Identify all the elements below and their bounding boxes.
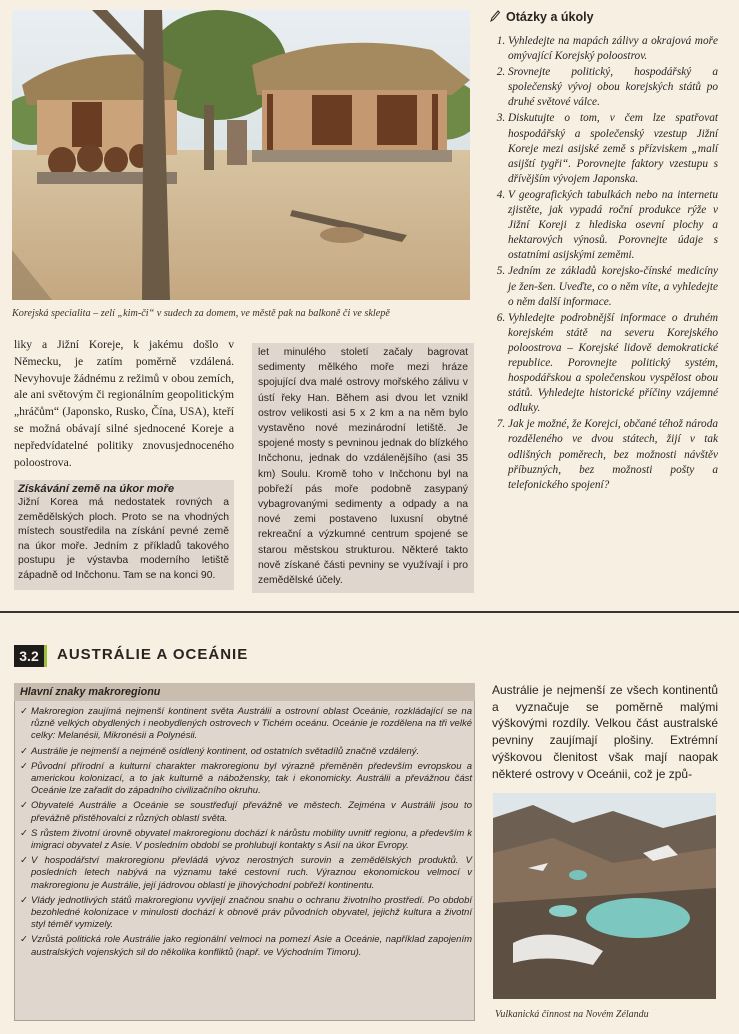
summary-item-text: Austrálie je nejmenší a nejméně osídlený kontinent, od ostatních světadílů značně vzdálený.: [31, 745, 420, 757]
question-item: 6. Vyhledejte podrobnější informace o druhém korejském státě na severu Korejského poloostrova – Korejské lidově demokratické republice. Porovnejte politický systém, hospodářskou a společenskou vyspělost obou států. Vyhledejte historické příčiny vzájemné odluky.: [508, 311, 718, 417]
summary-item: [20, 895, 472, 932]
summary-item: [20, 746, 472, 758]
section-divider: [0, 611, 739, 613]
photo-caption: Vulkanická činnost na Novém Zélandu: [495, 1009, 649, 1020]
kimchi-house-photo: [12, 10, 470, 300]
summary-item-text: Vlády jednotlivých států makroregionu vyvíjejí značnou snahu o ochranu životního prostředí. Po období bezohledné kolonizace v minulosti dochází k obnově práv původních obyvatel, jejichž kultura a životní styl téměř vymizely.: [31, 894, 472, 931]
checkmark-icon: ✓: [20, 745, 28, 757]
questions-title: [490, 10, 594, 24]
question-item: 3. Diskutujte o tom, v čem lze spatřovat hospodářský a společenský vzestup Jižní Koreje mezi asijské země s přízviskem „malí asijští tygři“. Porovnejte faktory vzestupu s dřívějším vývojem Japonska.: [508, 111, 718, 186]
summary-item-text: S růstem životní úrovně obyvatel makroregionu dochází k nárůstu mobility uvnitř regionu, a především k imigraci obyvatel z Asie. V posledním období se prohlubují kontakty s Asií na úkor Evropy.: [31, 827, 472, 852]
checkmark-icon: ✓: [20, 855, 28, 867]
summary-item-text: Makroregion zaujímá nejmenší kontinent světa Austrálii a ostrovní oblast Oceánie, rozkládající se na různě velkých obydlených i neobydlených ostrovech v Tichém oceánu. Oceánie je rozdělena na tři velké celky: Melanésii, Mikronésii a Polynésii.: [31, 706, 472, 742]
checkmark-icon: ✓: [20, 827, 28, 839]
question-item: 5. Jedním ze základů korejsko-čínské medicíny je žen-šen. Uveďte, co o něm víte, a vyhledejte o něm další informace.: [508, 264, 718, 309]
question-item: 1. Vyhledejte na mapách zálivy a okrajová moře omývající Korejský poloostrov.: [508, 34, 718, 64]
info-box: [14, 480, 234, 590]
info-box-text: Jižní Korea má nedostatek rovných a zemědělských ploch. Proto se na vhodných místech soustředila na získání pevné země na úkor moře. Jedním z příkladů takového postupu je výstavba moderního letiště západně od Inčchonu. Tam se na konci 90.: [18, 497, 229, 581]
photo-caption: Korejská specialita – zelí „kim-či“ v sudech za domem, ve městě pak na balkoně či ve sklepě: [12, 308, 390, 319]
summary-item-text: Vzrůstá politická role Austrálie jako regionální velmoci na pomezí Asie a Oceánie, například zapojením australských vojenských sil do několika konfliktů (např. ve Východním Timoru).: [31, 934, 472, 958]
question-item: 7. Jak je možné, že Korejci, občané téhož národa rozděleného ve dvou státech, žijí v tak odlišných poměrech, bez možnosti návštěv příbuzných, bez možnosti pošty a telefonického spojení?: [508, 417, 718, 492]
summary-item: [20, 828, 472, 852]
questions-title-text: Otázky a úkoly: [506, 10, 594, 24]
summary-item-text: V hospodářství makroregionu převládá vývoz nerostných surovin a zemědělských produktů. V posledních letech nabývá na významu také cestovní ruch. Výraznou ekonomickou velmocí v makroregionu je Austrálie, její jádrovou oblastí je jihovýchodní pobřeží kontinentu.: [31, 855, 472, 891]
question-item: 2. Srovnejte politický, hospodářský a společenský vývoj obou korejských států po druhé světové válce.: [508, 65, 718, 110]
section-number: 3.2: [14, 645, 44, 667]
question-item: 4. V geografických tabulkách nebo na internetu zjistěte, jak vypadá roční produkce rýže v Jižní Koreji z hlediska osevní plochy a hektarových výnosů. Porovnejte údaje s ostatními asijskými zeměmi.: [508, 188, 718, 263]
summary-item-text: Původní přírodní a kulturní charakter makroregionu byl výrazně přeměněn především evropskou a americkou kolonizací, a to jak kulturně a nábožensky, tak i ekonomicky. Austrálii a převážnou část Oceánie lze zařadit do západního civilizačního okruhu.: [31, 760, 472, 797]
checkmark-icon: ✓: [20, 934, 28, 946]
checkmark-icon: ✓: [20, 894, 28, 906]
checkmark-icon: ✓: [20, 800, 28, 812]
pen-icon: [490, 10, 500, 22]
summary-item: [20, 706, 472, 743]
paragraph: liky a Jižní Koreje, k jakému došlo v Německu, je zatím poměrně vzdálená. Nevyhovuje žádnému z režimů v obou zemích, ale ani světovým či regionálním geopolitickým „hráčům“ (Japonsko, Rusko, Čína, USA), kteří se možná obávají silné sjednocené Koreje a nepředvídatelné politiky znovusjednoceného poloostrova.: [14, 338, 234, 469]
summary-item: [20, 761, 472, 798]
info-box-heading: Získávání země na úkor moře: [18, 483, 175, 495]
summary-item: [20, 800, 472, 824]
info-box-continued: let minulého století začaly bagrovat sedimenty mělkého moře mezi hráze spojující dva malé ostrovy mořského zálivu v ústí řeky Han. Během asi dvou let vznikl ostrov velikosti asi 5 x 2 km a na něm bylo vystavěno nové mezinárodní letiště. Je spojené mosty s pevninou jednak do blízkého Inčchonu, jednak do vzdálenějšího (asi 35 km) Soulu. Kromě toho v Inčchonu byl na pobřeží pás moře podobně zasypaný vybagrovanými sedimenty a odpady a na nové zemi postaveno luxusní obytné rekreační a výzkumné centrum spojené se starou městskou strukturou. Některé takto nově získané části pevniny se využívají i pro zemědělské účely.: [252, 343, 474, 593]
questions-list: [490, 34, 718, 494]
checkmark-icon: ✓: [20, 706, 28, 717]
article-text: [14, 337, 234, 471]
section-title: AUSTRÁLIE A OCEÁNIE: [57, 646, 249, 663]
summary-item: [20, 934, 472, 958]
volcanic-lakes-photo: [493, 793, 716, 999]
summary-list: [20, 706, 472, 962]
body-text: Austrálie je nejmenší ze všech kontinentů a vyznačuje se poměrně malými výškovými rozdíly. Velkou část australské pevniny zaujímají plošiny. Extrémní výškovou členitost však mají naopak některé ostrovy v Oceánii, což je způ-: [492, 683, 718, 781]
summary-item-text: Obyvatelé Austrálie a Oceánie se soustřeďují převážně ve městech. Zejména v Austrálii jsou to převážně přistěhovalci z různých oblastí světa.: [31, 800, 472, 824]
checkmark-icon: ✓: [20, 760, 28, 772]
summary-item: [20, 855, 472, 892]
summary-heading: Hlavní znaky makroregionu: [14, 683, 475, 701]
